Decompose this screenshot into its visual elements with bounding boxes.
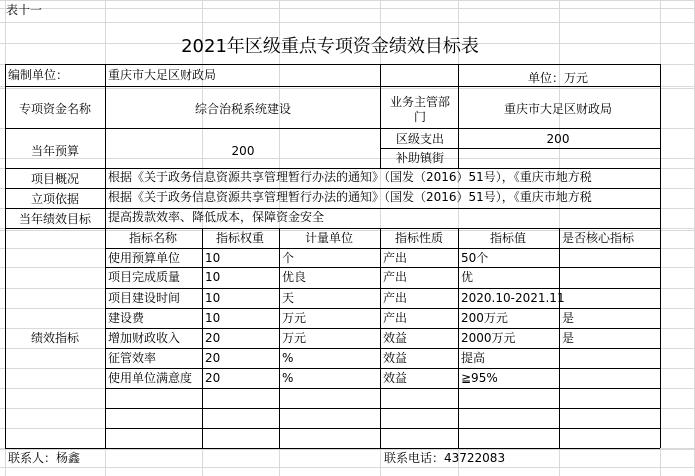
indicator-cell: 产出	[383, 251, 408, 265]
indicator-cell: 产出	[383, 311, 408, 325]
fund-name-label: 专项资金名称	[18, 102, 92, 116]
indicator-cell: %	[282, 351, 294, 365]
dept-label-line1: 业务主管部	[389, 95, 451, 109]
budget-label: 当年预算	[30, 144, 80, 158]
indicator-cell: 效益	[383, 331, 408, 345]
indicator-cell: 效益	[383, 351, 408, 365]
indicator-cell: 10	[205, 270, 221, 284]
indicator-cell: 10	[205, 311, 221, 325]
indicator-cell: 效益	[383, 371, 408, 385]
indicator-cell: 使用预算单位	[108, 251, 181, 265]
indicator-cell: 50个	[461, 251, 489, 265]
indicator-header-cell: 指标名称	[128, 231, 178, 245]
fund-name-value: 综合治税系统建设	[194, 102, 292, 116]
indicator-header-cell: 指标性质	[394, 231, 444, 245]
budget-value: 200	[231, 144, 255, 158]
indicator-header-cell: 指标权重	[215, 231, 265, 245]
indicator-cell: 万元	[282, 331, 307, 345]
page-title: 2021年区级重点专项资金绩效目标表	[181, 36, 479, 57]
indicator-header-cell: 是否核心指标	[562, 231, 635, 245]
indicator-cell: 20	[205, 331, 221, 345]
indicator-cell: 征管效率	[108, 351, 157, 365]
indicator-cell: 2000万元	[461, 331, 516, 345]
indicator-cell: 提高	[461, 351, 486, 365]
district-label: 区级支出	[395, 132, 445, 146]
indicator-cell: 万元	[282, 311, 307, 325]
indicator-cell: 是	[562, 311, 575, 325]
indicator-cell: 优良	[282, 270, 307, 284]
indicator-cell: 200万元	[461, 311, 508, 325]
indicator-cell: 10	[205, 291, 221, 305]
unit-label: 单位：万元	[527, 71, 589, 85]
overview-label: 项目概况	[30, 172, 80, 186]
phone-label: 联系电话：43722083	[384, 451, 506, 465]
indicator-cell: ≧95%	[461, 371, 498, 385]
dept-label-line2: 门	[413, 110, 427, 124]
district-value: 200	[546, 132, 570, 146]
indicator-cell: 2020.10-2021.11	[461, 291, 565, 305]
indicator-cell: 项目完成质量	[108, 270, 181, 284]
indicator-header-cell: 计量单位	[304, 231, 354, 245]
subsidy-label: 补助镇街	[395, 151, 445, 165]
indicator-header-cell: 指标值	[489, 231, 527, 245]
indicator-cell: 使用单位满意度	[108, 371, 193, 385]
indicator-cell: 优	[461, 270, 474, 284]
basis-value: 根据《关于政务信息资源共享管理暂行办法的通知》（国发（2016）51号），《重庆市地方税	[108, 190, 592, 204]
indicator-cell: 天	[282, 291, 295, 305]
sheet-label: 表十一	[6, 3, 43, 17]
org-label: 编制单位：	[8, 68, 69, 82]
indicator-cell: 是	[562, 331, 575, 345]
indicator-cell: 20	[205, 351, 221, 365]
indicators-label: 绩效指标	[30, 331, 80, 345]
indicator-cell: 10	[205, 251, 221, 265]
indicator-cell: 建设费	[108, 311, 145, 325]
basis-label: 立项依据	[30, 192, 80, 206]
indicator-cell: 项目建设时间	[108, 291, 181, 305]
indicator-cell: %	[282, 371, 294, 385]
indicator-cell: 产出	[383, 291, 408, 305]
indicator-cell: 20	[205, 371, 221, 385]
goal-value: 提高拨款效率、降低成本，保障资金安全	[108, 210, 325, 224]
org-value: 重庆市大足区财政局	[108, 68, 217, 82]
indicator-cell: 增加财政收入	[108, 331, 181, 345]
indicator-cell: 个	[282, 251, 295, 265]
contact-label: 联系人：杨鑫	[8, 451, 81, 465]
overview-value: 根据《关于政务信息资源共享管理暂行办法的通知》（国发（2016）51号），《重庆市地方税	[108, 170, 592, 184]
dept-value: 重庆市大足区财政局	[503, 102, 613, 116]
goal-label: 当年绩效目标	[18, 212, 92, 226]
indicator-cell: 产出	[383, 270, 408, 284]
